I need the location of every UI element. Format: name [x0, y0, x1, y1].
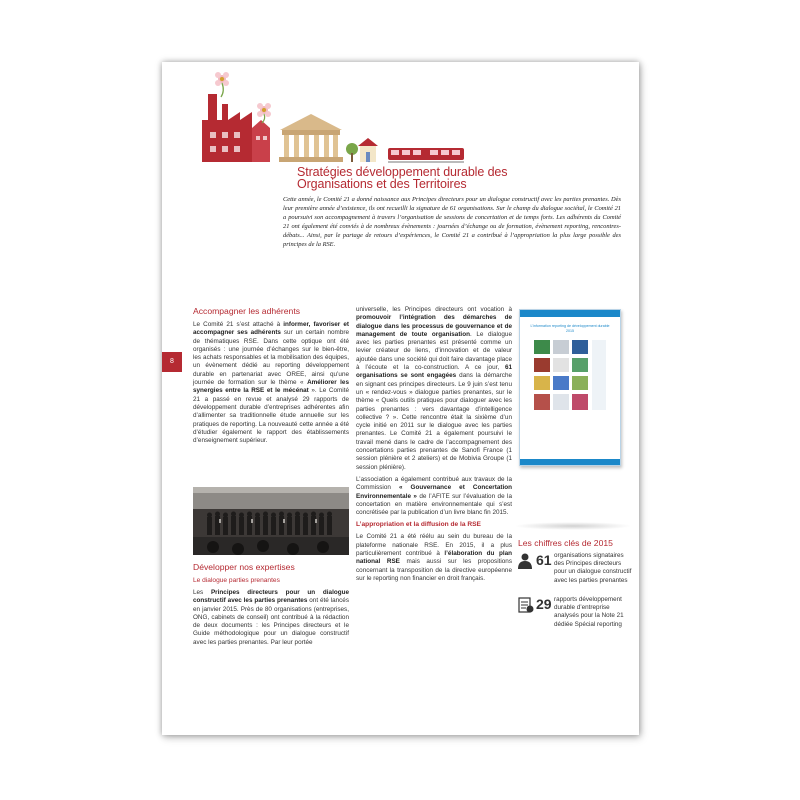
sub-heading: L’appropriation et la diffusion de la RSE — [356, 521, 481, 529]
section-heading: Développer nos expertises — [193, 562, 295, 572]
sub-heading: Le dialogue parties prenantes — [193, 577, 280, 584]
report-cover — [519, 309, 621, 466]
column-1 — [193, 306, 349, 449]
paragraph: Le Comité 21 s’est attaché à informer, favoriser et accompagner ses adhérents sur un certain nombre de thématiques RSE. Dans cette optique ont été organisés : une journée d’échanges sur le bien-être, les achats responsables et la mobilisation des équipes, un évènement dédié au reporting développement durable en partenariat avec OREE, ainsi qu’une journée de formation sur le thème « Améliorer les synergies entre la RSE et le mécénat ». Le Comité 21 a passé en revue et analysé 29 rapports de développement durable d’entreprises adhérentes afin d’allimenter sa traditionnelle étude annuelle sur les pratiques de reporting. La nouveauté cette année a été d’étudier également le rapport des établissements d’enseignement supérieur. — [193, 321, 349, 445]
section-heading: Accompagner les adhérents — [193, 306, 301, 316]
title-line-2: Organisations et des Territoires — [297, 177, 467, 191]
intro-paragraph: Cette année, le Comité 21 a donné naissance aux Principes directeurs pour un dialogue constructif avec les parties prenantes. Dès leur première année d’existence, ils ont recueilli la signature de 61 organisations. Sur le champ du dialogue sociétal, le Comité 21 a poursuivi son accompagnement à travers l’organisation de sessions de concertation et de temps forts. Les adhérents du Comité 21 ont également été conviés à de nombreux évènements : journées d’échange ou de formation, évènement reporting, rencontres-débats... Ainsi, par le partage de retours d’expériences, le Comité 21 a contribué à l’appropriation la plus large possible des principes de la RSE. — [283, 196, 621, 248]
column-2 — [356, 306, 512, 587]
paragraph: universelle, les Principes directeurs ont vocation à promouvoir l’intégration des démarches de dialogue dans les processus de gouvernance et de management de toute organisation. Le dialogue avec les parties prenantes est présenté comme un levier créateur de liens, d’innovation et de valeur ajoutée dans une société qui doit faire davantage place à l’écoute et la co-construction. A ce jour, 61 organisations se sont engagées dans la démarche en signant ces principes directeurs. Le 9 juin s’est tenu un « rendez-vous » dialogue parties prenantes, sur le thème « Quels outils pratiques pour dialoguer avec les parties prenantes : vers davantage d’intelligence collective ? ». Cette rencontre était la sixième d’un cycle initié en 2011 sur le dialogue avec les parties prenantes. Le Comité 21 a également poursuivi le travail mené dans le cadre de l’accompagnement des concertations parties prenantes de Sanofi France (1 session plénière et 2 ateliers) et de Mobivia Groupe (1 session plénière). — [356, 306, 512, 471]
house-icon — [358, 138, 378, 162]
key-figures-title: Les chiffres clés de 2015 — [518, 538, 613, 548]
header-illustration — [162, 62, 472, 167]
person-icon — [518, 553, 532, 569]
cover-band — [520, 310, 620, 317]
key-figure-number: 61 — [536, 552, 552, 568]
tree-icon — [346, 143, 358, 162]
page-title — [297, 166, 617, 190]
document-icon — [518, 597, 534, 613]
paragraph: Le Comité 21 a été réélu au sein du bureau de la plateforme nationale RSE. En 2015, il a plus particulièrement contribué à l’élaboration du plan national RSE mais aussi sur les propositions concernant la transposition de la directive européenne sur le reporting non financier en droit français. — [356, 533, 513, 582]
paragraph: L’association a également contribué aux travaux de la Commission « Gouvernance et Concertation Environnementale » de l’AFITE sur l’évaluation de la concertation en matière environnementale qui s’est concrétisée par la publication d’un livre blanc fin 2015. — [356, 475, 512, 517]
key-figure-text: organisations signataires des Principes directeurs pour un dialogue constructif avec les parties prenantes — [554, 552, 632, 584]
building-icon — [279, 114, 343, 162]
document-page — [162, 62, 639, 735]
cover-collage — [534, 340, 606, 416]
key-figures — [518, 538, 630, 646]
key-figure-item — [518, 552, 630, 596]
key-figure-text: rapports développement durable d’entreprise analysés pour la Note 21 dédiée Spécial reporting — [554, 596, 624, 628]
cover-band-bottom — [520, 459, 620, 465]
tram-icon — [388, 148, 464, 162]
key-figure-item — [518, 596, 630, 646]
divider — [514, 522, 632, 530]
column-1-lower — [193, 562, 349, 651]
cover-title: L’information reporting de développement durable 2015 — [530, 324, 610, 333]
page-number: 8 — [162, 352, 182, 372]
event-photo — [193, 487, 349, 555]
key-figure-number: 29 — [536, 596, 552, 612]
title-line-1: Stratégies développement durable des — [297, 165, 508, 179]
paragraph: Les Principes directeurs pour un dialogue constructif avec les parties prenantes ont été lancés en janvier 2015. Près de 80 organisations (entreprises, ONG, cabinets de conseil) ont contribué à la rédaction de deux documents : les Principes directeurs et le Guide méthodologique pour un dialogue constructif avec les parties prenantes. Par leur portée — [193, 589, 349, 646]
